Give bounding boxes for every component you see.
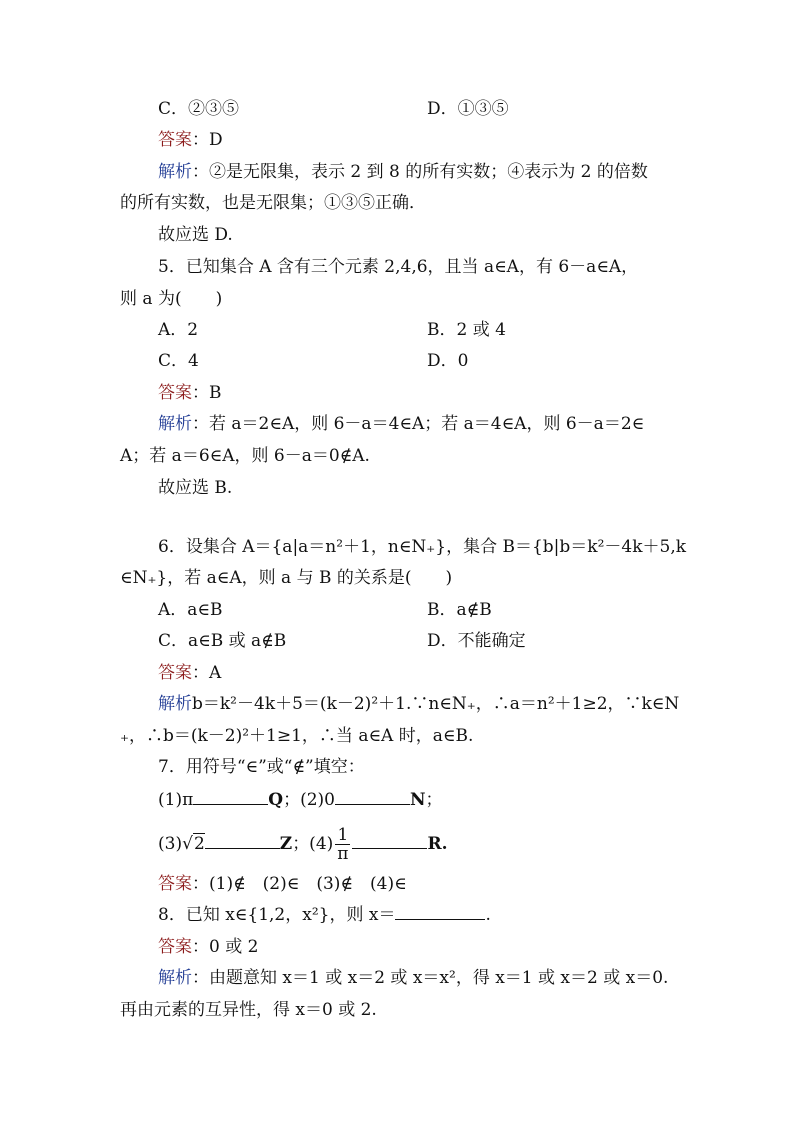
q4-analysis-line-2: 的所有实数，也是无限集；①③⑤正确． (120, 193, 426, 213)
q7-blank-1[interactable] (193, 803, 268, 805)
q7-blank-2[interactable] (335, 803, 410, 805)
answer-label: 答案 (158, 874, 192, 894)
q4-answer (158, 129, 223, 151)
q5-option-c: C．4 (158, 351, 199, 371)
q7-part-1-prefix: (1)π (158, 790, 194, 810)
q7-part-2-prefix: ；(2)0 (283, 790, 335, 810)
q6-analysis-line-2: ₊，∴b＝(k－2)²＋1≥1，∴当 a∈A 时，a∈B. (120, 726, 474, 746)
q5-options-row-1 (158, 319, 506, 341)
q6-analysis-line-1 (158, 693, 679, 715)
answer-label: 答案 (158, 937, 192, 957)
fraction-numerator: 1 (335, 826, 350, 845)
q5-analysis-line-1 (158, 413, 644, 435)
answer-value: ：0 或 2 (192, 937, 259, 957)
q5-option-d: D．0 (427, 351, 469, 371)
analysis-label: 解析 (158, 414, 192, 434)
q5-stem-line-1: 5．已知集合 A 含有三个元素 2,4,6，且当 a∈A，有 6－a∈A， (158, 257, 639, 277)
q6-options-row-2 (158, 630, 526, 652)
q7-part-2-set: N (409, 790, 426, 810)
analysis-text: ：由题意知 x＝1 或 x＝2 或 x＝x²，得 x＝1 或 x＝2 或 x＝0. (192, 968, 669, 988)
q6-stem-line-2: ∈N₊}，若 a∈A，则 a 与 B 的关系是( ) (120, 568, 453, 588)
analysis-text: b＝k²－4k＋5＝(k－2)²＋1.∵n∈N₊，∴a＝n²＋1≥2，∵k∈N (192, 694, 680, 714)
q6-options-row-1 (158, 599, 492, 621)
q5-conclusion: 故应选 B. (158, 478, 233, 498)
q8-stem (158, 904, 491, 926)
q7-part-2-end: ； (425, 790, 443, 810)
q8-stem-end: . (485, 905, 491, 925)
q7-part-4-set: R. (427, 834, 448, 854)
q6-option-d: D．不能确定 (427, 631, 526, 651)
q7-stem: 7．用符号“∈”或“∉”填空： (158, 757, 365, 777)
q4-option-c: C．②③⑤ (158, 99, 240, 119)
analysis-text: ：若 a＝2∈A，则 6－a＝4∈A；若 a＝4∈A，则 6－a＝2∈ (192, 414, 645, 434)
q7-answer (158, 873, 407, 895)
q5-option-a: A．2 (158, 320, 199, 340)
answer-label: 答案 (158, 383, 192, 403)
analysis-label: 解析 (158, 694, 192, 714)
answer-value: ：A (192, 663, 222, 683)
answer-value: ：D (192, 130, 223, 150)
answer-label: 答案 (158, 130, 192, 150)
q5-answer (158, 382, 222, 404)
q8-blank[interactable] (395, 918, 485, 920)
q8-analysis-line-2: 再由元素的互异性，得 x＝0 或 2. (120, 1000, 377, 1020)
sqrt-symbol: √2 (182, 834, 205, 854)
q7-part-3-set: Z (279, 834, 293, 854)
q4-option-d: D．①③⑤ (427, 99, 509, 119)
q5-options-row-2 (158, 350, 469, 372)
q5-stem-line-2: 则 a 为( ) (120, 289, 223, 309)
q6-option-b: B．a∉B (427, 600, 492, 620)
fraction-denominator: π (337, 844, 349, 864)
q7-parts-row-1 (158, 789, 443, 811)
q8-stem-text: 8．已知 x∈{1,2，x²}，则 x＝ (158, 905, 396, 925)
analysis-label: 解析 (158, 968, 192, 988)
q5-analysis-line-2: A；若 a＝6∈A，则 6－a＝0∉A. (120, 446, 370, 466)
answer-value: ：B (192, 383, 222, 403)
analysis-text: ：②是无限集，表示 2 到 8 的所有实数；④表示为 2 的倍数 (192, 162, 648, 182)
answer-value: ：(1)∉ (2)∈ (3)∉ (4)∈ (192, 874, 407, 894)
q4-options-row (158, 98, 509, 120)
q7-part-4-prefix: ；(4) (292, 834, 334, 854)
q8-answer (158, 936, 258, 958)
q7-blank-3[interactable] (205, 847, 280, 849)
q7-part-3-prefix: (3) (158, 834, 183, 854)
q6-option-c: C．a∈B 或 a∉B (158, 631, 287, 651)
q4-conclusion: 故应选 D. (158, 225, 233, 245)
q4-analysis-line-1 (158, 161, 648, 183)
q7-blank-4[interactable] (352, 847, 427, 849)
q7-fraction (335, 826, 350, 863)
answer-label: 答案 (158, 663, 192, 683)
q6-stem-line-1: 6．设集合 A＝{a|a＝n²＋1，n∈N₊}，集合 B＝{b|b＝k²－4k＋5,k (158, 537, 687, 557)
q6-option-a: A．a∈B (158, 600, 223, 620)
q7-part-3-radicand: 2 (193, 834, 205, 854)
analysis-label: 解析 (158, 162, 192, 182)
q7-part-1-set: Q (268, 790, 284, 810)
q7-parts-row-2 (158, 826, 448, 866)
q6-answer (158, 662, 221, 684)
q8-analysis-line-1 (158, 967, 668, 989)
q5-option-b: B．2 或 4 (427, 320, 506, 340)
